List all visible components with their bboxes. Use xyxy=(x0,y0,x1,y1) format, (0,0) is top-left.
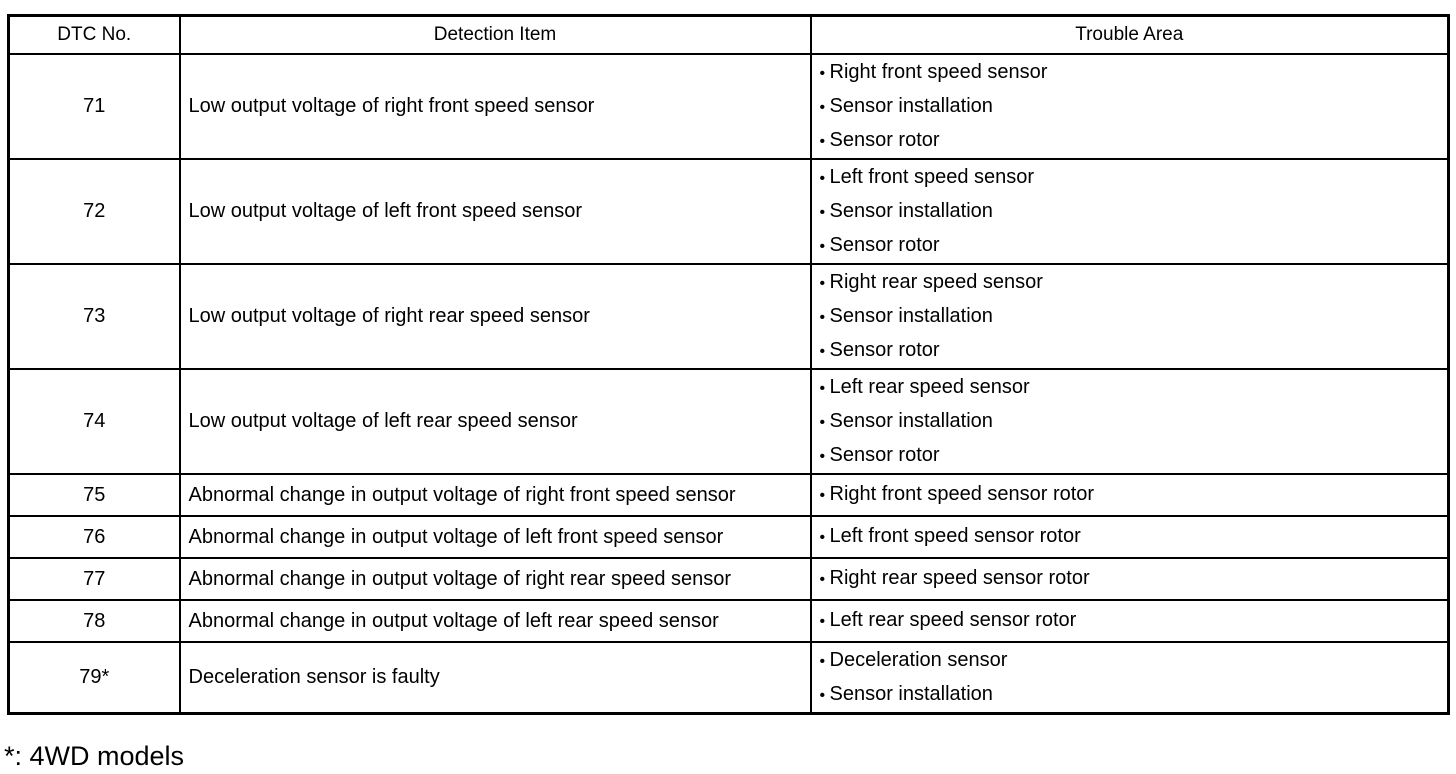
trouble-area-line xyxy=(820,195,1448,229)
trouble-area-text: Right rear speed sensor xyxy=(829,270,1043,293)
table-row xyxy=(9,264,1449,369)
trouble-area-text: Sensor rotor xyxy=(829,128,940,151)
bullet-icon: • xyxy=(819,379,826,397)
dtc-number: 76 xyxy=(9,516,180,558)
trouble-area-text: Left rear speed sensor xyxy=(829,375,1030,398)
trouble-area xyxy=(811,516,1449,558)
detection-item: Low output voltage of left front speed sensor xyxy=(180,159,811,264)
bullet-icon: • xyxy=(819,169,826,187)
trouble-area-text: Sensor rotor xyxy=(829,233,940,256)
trouble-area-text: Sensor rotor xyxy=(829,338,940,361)
table-row xyxy=(9,474,1449,516)
trouble-area-text: Right front speed sensor xyxy=(829,60,1048,83)
trouble-area-line xyxy=(820,229,1448,263)
bullet-icon: • xyxy=(819,487,826,504)
bullet-icon: • xyxy=(819,652,826,670)
trouble-area xyxy=(811,642,1449,714)
detection-item: Abnormal change in output voltage of right rear speed sensor xyxy=(180,558,811,600)
trouble-area xyxy=(811,264,1449,369)
bullet-icon: • xyxy=(819,686,826,704)
dtc-table xyxy=(7,14,1450,715)
table-row xyxy=(9,600,1449,642)
dtc-number: 78 xyxy=(9,600,180,642)
trouble-area-line xyxy=(820,478,1448,512)
bullet-icon: • xyxy=(819,237,826,255)
trouble-area-line xyxy=(820,562,1448,596)
trouble-area-line xyxy=(820,520,1448,554)
trouble-area xyxy=(811,54,1449,159)
bullet-icon: • xyxy=(819,274,826,292)
detection-item: Low output voltage of left rear speed sensor xyxy=(180,369,811,474)
trouble-area-text: Sensor installation xyxy=(829,682,993,705)
dtc-number: 77 xyxy=(9,558,180,600)
trouble-area-text: Left front speed sensor rotor xyxy=(829,525,1081,547)
trouble-area-text: Sensor installation xyxy=(829,199,993,222)
trouble-area-text: Left rear speed sensor rotor xyxy=(829,609,1077,631)
table-row xyxy=(9,54,1449,159)
dtc-number: 74 xyxy=(9,369,180,474)
trouble-area-line xyxy=(820,300,1448,334)
bullet-icon: • xyxy=(819,308,826,326)
detection-item: Low output voltage of right front speed sensor xyxy=(180,54,811,159)
bullet-icon: • xyxy=(819,571,826,588)
trouble-area xyxy=(811,474,1449,516)
dtc-number: 72 xyxy=(9,159,180,264)
header-trouble-area: Trouble Area xyxy=(811,16,1449,55)
bullet-icon: • xyxy=(819,98,826,116)
bullet-icon: • xyxy=(819,132,826,150)
bullet-icon: • xyxy=(819,342,826,360)
trouble-area-text: Right front speed sensor rotor xyxy=(829,483,1095,505)
footnote: *: 4WD models xyxy=(4,741,185,771)
trouble-area-line xyxy=(820,604,1448,638)
trouble-area-text: Deceleration sensor xyxy=(829,648,1008,671)
bullet-icon: • xyxy=(819,529,826,546)
header-dtc-no: DTC No. xyxy=(9,16,180,55)
dtc-number: 71 xyxy=(9,54,180,159)
bullet-icon: • xyxy=(819,447,826,465)
trouble-area-text: Left front speed sensor xyxy=(829,165,1035,188)
bullet-icon: • xyxy=(819,203,826,221)
detection-item: Abnormal change in output voltage of left rear speed sensor xyxy=(180,600,811,642)
table-row xyxy=(9,558,1449,600)
trouble-area-text: Sensor installation xyxy=(829,304,993,327)
table-row xyxy=(9,369,1449,474)
trouble-area xyxy=(811,369,1449,474)
dtc-number: 73 xyxy=(9,264,180,369)
trouble-area-line xyxy=(820,334,1448,368)
header-detection-item: Detection Item xyxy=(180,16,811,55)
trouble-area xyxy=(811,159,1449,264)
trouble-area-text: Right rear speed sensor rotor xyxy=(829,567,1090,589)
trouble-area xyxy=(811,558,1449,600)
table-row xyxy=(9,642,1449,714)
trouble-area-line xyxy=(820,90,1448,124)
detection-item: Low output voltage of right rear speed sensor xyxy=(180,264,811,369)
trouble-area-line xyxy=(820,678,1448,712)
detection-item: Deceleration sensor is faulty xyxy=(180,642,811,714)
trouble-area-line xyxy=(820,266,1448,300)
bullet-icon: • xyxy=(819,613,826,630)
trouble-area-line xyxy=(820,405,1448,439)
trouble-area-line xyxy=(820,161,1448,195)
trouble-area xyxy=(811,600,1449,642)
trouble-area-text: Sensor installation xyxy=(829,409,993,432)
trouble-area-line xyxy=(820,371,1448,405)
table-header-row xyxy=(9,16,1449,55)
bullet-icon: • xyxy=(819,413,826,431)
trouble-area-text: Sensor rotor xyxy=(829,443,940,466)
trouble-area-line xyxy=(820,124,1448,158)
trouble-area-text: Sensor installation xyxy=(829,94,993,117)
trouble-area-line xyxy=(820,56,1448,90)
trouble-area-line xyxy=(820,439,1448,473)
detection-item: Abnormal change in output voltage of left front speed sensor xyxy=(180,516,811,558)
detection-item: Abnormal change in output voltage of right front speed sensor xyxy=(180,474,811,516)
table-row xyxy=(9,516,1449,558)
dtc-number: 79* xyxy=(9,642,180,714)
trouble-area-line xyxy=(820,644,1448,678)
table-row xyxy=(9,159,1449,264)
bullet-icon: • xyxy=(819,64,826,82)
dtc-number: 75 xyxy=(9,474,180,516)
